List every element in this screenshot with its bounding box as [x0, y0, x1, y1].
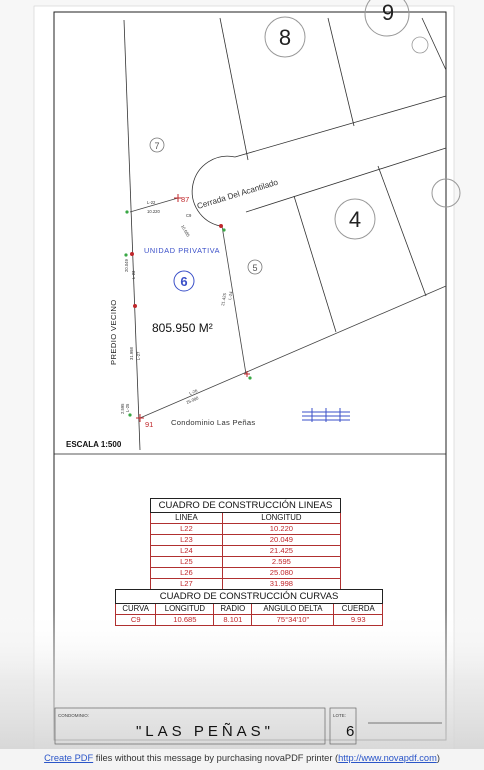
area-label: 805.950 M²	[152, 321, 213, 335]
curves-table	[115, 589, 383, 626]
label-l26: L-26	[188, 388, 199, 396]
street-name: Cerrada Del Acantilado	[195, 177, 280, 211]
pdf-footer	[0, 749, 484, 770]
lot-8: 8	[278, 25, 292, 50]
lot-5: 5	[252, 263, 258, 273]
cell-longitud: 25.080	[222, 568, 340, 579]
table-row	[151, 546, 341, 557]
lot-9: 9	[381, 0, 395, 25]
dim-l23: 20.049	[124, 259, 129, 272]
label-l25: L-25	[125, 403, 130, 412]
cell-longitud: 21.425	[222, 546, 340, 557]
label-l22: L-22	[147, 200, 156, 205]
cell-radio: 8.101	[214, 615, 252, 626]
dim-c9: 10.685	[180, 224, 191, 238]
dim-l24: 21.425	[220, 292, 228, 307]
header-cuerda: CUERDA	[334, 604, 383, 615]
cell-longitud: 10.220	[222, 524, 340, 535]
table-row	[151, 579, 341, 590]
create-pdf-link[interactable]: Create PDF	[44, 753, 94, 763]
header-curva: CURVA	[116, 604, 156, 615]
footer-end: )	[436, 753, 440, 763]
cell-longitud: 20.049	[222, 535, 340, 546]
cell-linea: L24	[151, 546, 223, 557]
table-row	[151, 568, 341, 579]
lot-4: 4	[348, 207, 362, 232]
lote-number: 6	[346, 723, 355, 740]
dim-l25: 2.595	[120, 403, 125, 414]
point-91: 91	[145, 420, 154, 429]
lines-table-title: CUADRO DE CONSTRUCCIÓN LINEAS	[151, 499, 341, 513]
label-l27: L-27	[136, 351, 141, 360]
table-row	[151, 524, 341, 535]
label-c9: C9	[186, 213, 192, 218]
header-longitud: LONGITUD	[222, 513, 340, 524]
cell-longitud: 2.595	[222, 557, 340, 568]
label-l23: L-23	[131, 270, 136, 279]
footer-text: files without this message by purchasing novaPDF printer (	[93, 753, 339, 763]
label-l24: L-24	[227, 291, 234, 301]
cell-cuerda: 9.93	[334, 615, 383, 626]
table-row	[116, 615, 383, 626]
lines-table	[150, 498, 341, 590]
cell-angulo: 75°34'10"	[252, 615, 334, 626]
novapdf-link[interactable]: http://www.novapdf.com	[338, 753, 437, 763]
dim-l27: 31.998	[129, 347, 134, 360]
lot-7: 7	[154, 141, 160, 151]
cell-linea: L23	[151, 535, 223, 546]
cell-linea: L27	[151, 579, 223, 590]
header-radio: RADIO	[214, 604, 252, 615]
header-linea: LINEA	[151, 513, 223, 524]
header-longitud: LONGITUD	[156, 604, 214, 615]
condo-label: Condominio Las Peñas	[171, 418, 256, 427]
table-row	[151, 557, 341, 568]
dim-l26: 25.080	[185, 395, 200, 405]
cell-curva: C9	[116, 615, 156, 626]
cell-linea: L26	[151, 568, 223, 579]
dim-l22: 10.220	[147, 209, 160, 214]
condominio-label: CONDOMINIO:	[58, 713, 89, 718]
neighbor-label: PREDIO VECINO	[109, 299, 118, 365]
cell-longitud: 10.685	[156, 615, 214, 626]
condominio-name: "LAS PEÑAS"	[135, 723, 275, 740]
cell-longitud: 31.998	[222, 579, 340, 590]
cell-linea: L25	[151, 557, 223, 568]
lote-label: LOTE:	[333, 713, 347, 718]
scale-label: ESCALA 1:500	[66, 440, 122, 449]
table-row	[151, 535, 341, 546]
curves-table-title: CUADRO DE CONSTRUCCIÓN CURVAS	[116, 590, 383, 604]
unit-label: UNIDAD PRIVATIVA	[144, 246, 221, 255]
cell-linea: L22	[151, 524, 223, 535]
header-angulo: ANGULO DELTA	[252, 604, 334, 615]
lot-6: 6	[180, 274, 188, 289]
point-87: 87	[181, 195, 190, 204]
